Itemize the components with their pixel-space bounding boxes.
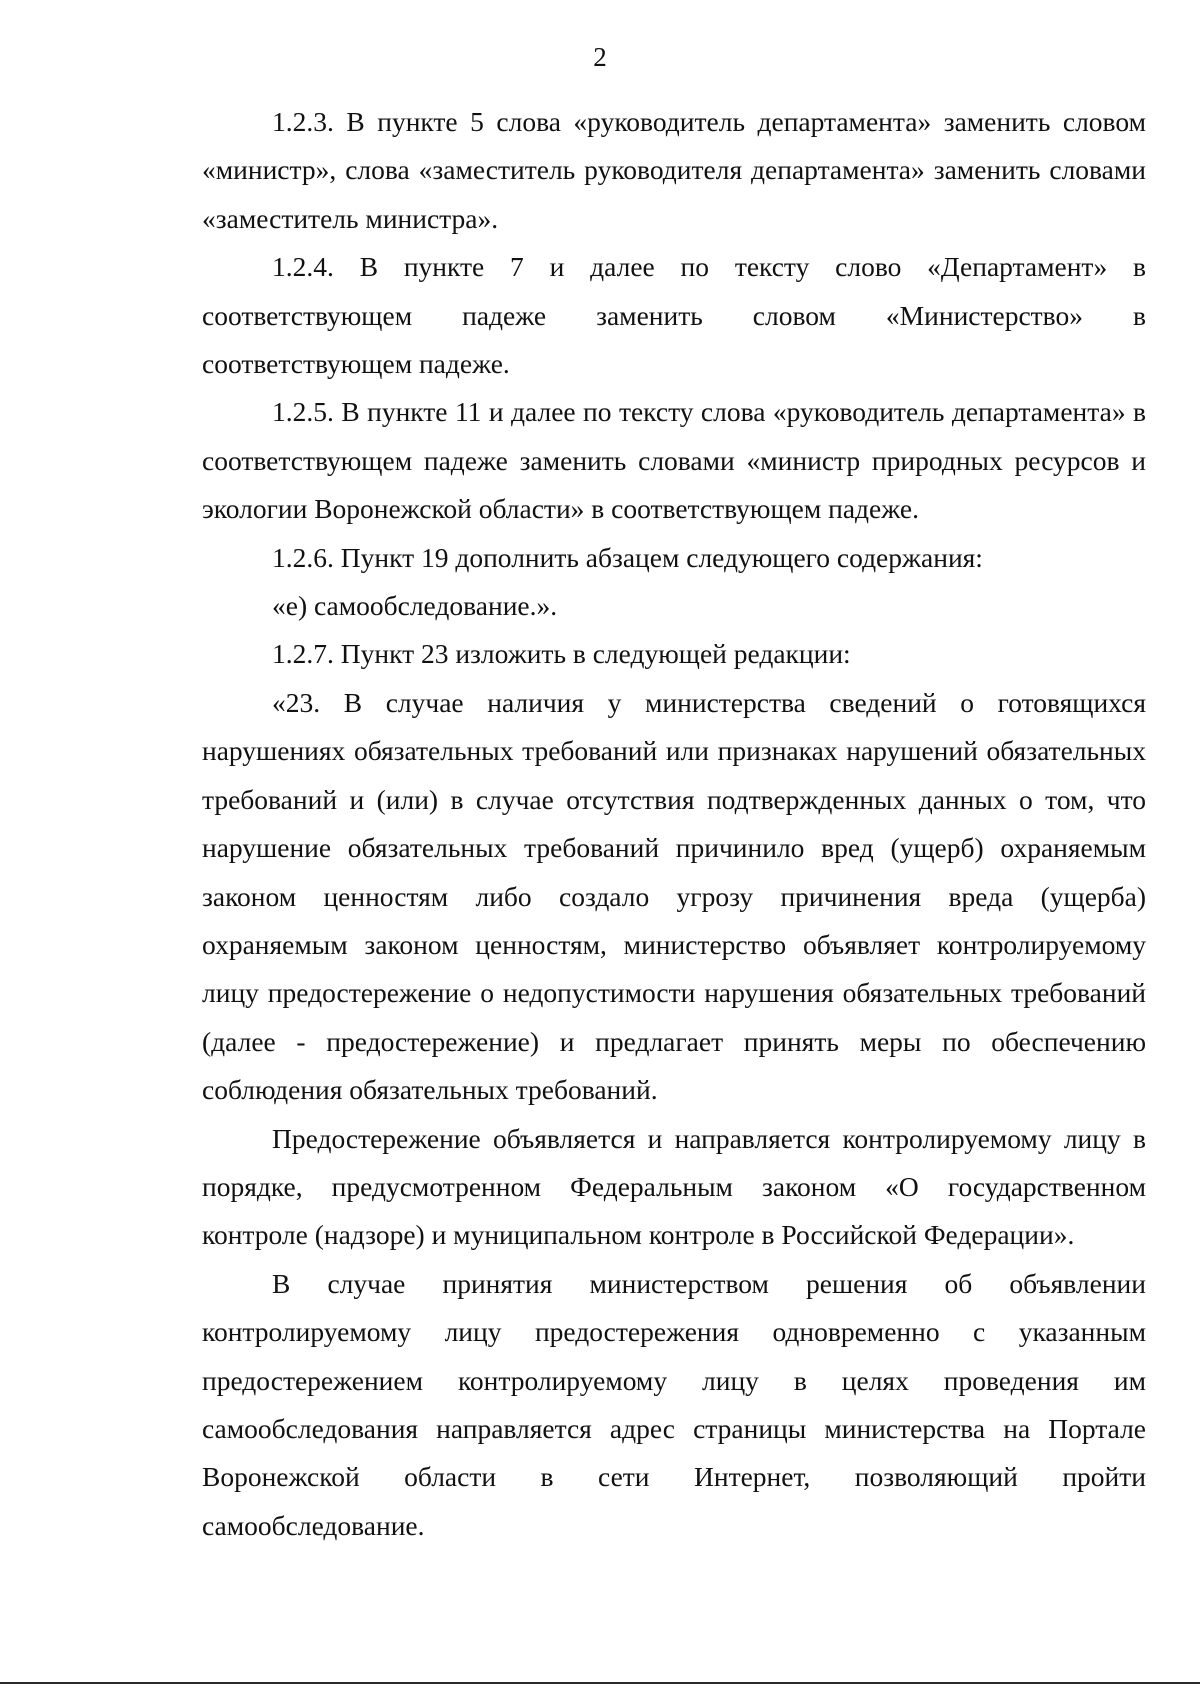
paragraph-1-2-4: 1.2.4. В пункте 7 и далее по тексту слово «Департамент» в соответствующем падеже заменить словом «Министерство» в соответствующем падеже. — [202, 251, 1146, 380]
page-bottom-rule — [0, 1682, 1200, 1684]
paragraph-1-2-7: 1.2.7. Пункт 23 изложить в следующей редакции: — [272, 638, 851, 670]
paragraph-self-inspection: В случае принятия министерством решения об объявлении контролируемому лицу предостережения одновременно с указанным предостережением контролируемому лицу в целях проведения им самообследования направляется адрес страницы министерства на Портале Воронежской области в сети Интернет, позволяющий пройти самообследование. — [202, 1267, 1146, 1541]
paragraph-1-2-6: 1.2.6. Пункт 19 дополнить абзацем следующего содержания: — [272, 541, 983, 573]
paragraph-warning-procedure: Предостережение объявляется и направляется контролируемому лицу в порядке, предусмотренном Федеральным законом «О государственном контроле (надзоре) и муниципальном контроле в Российской Федерации». — [202, 1122, 1146, 1251]
paragraph-item-e: «е) самообследование.». — [272, 590, 558, 622]
paragraph-clause-23: «23. В случае наличия у министерства сведений о готовящихся нарушениях обязательных требований или признаках нарушений обязательных требований и (или) в случае отсутствия подтвержденных данных о том, что нарушение обязательных требований причинило вред (ущерб) охраняемым законом ценностям либо создало угрозу причинения вреда (ущерба) охраняемым законом ценностям, министерство объявляет контролируемому лицу предостережение о недопустимости нарушения обязательных требований (далее - предостережение) и предлагает принять меры по обеспечению соблюдения обязательных требований. — [202, 686, 1146, 1106]
paragraph-1-2-5: 1.2.5. В пункте 11 и далее по тексту слова «руководитель департамента» в соответствующем падеже заменить словами «министр природных ресурсов и экологии Воронежской области» в соответствующем падеже. — [202, 396, 1146, 525]
document-body — [202, 98, 1146, 1550]
page-number: 2 — [593, 42, 607, 72]
paragraph-1-2-3: 1.2.3. В пункте 5 слова «руководитель департамента» заменить словом «министр», слова «заместитель руководителя департамента» заменить словами «заместитель министра». — [202, 106, 1146, 234]
